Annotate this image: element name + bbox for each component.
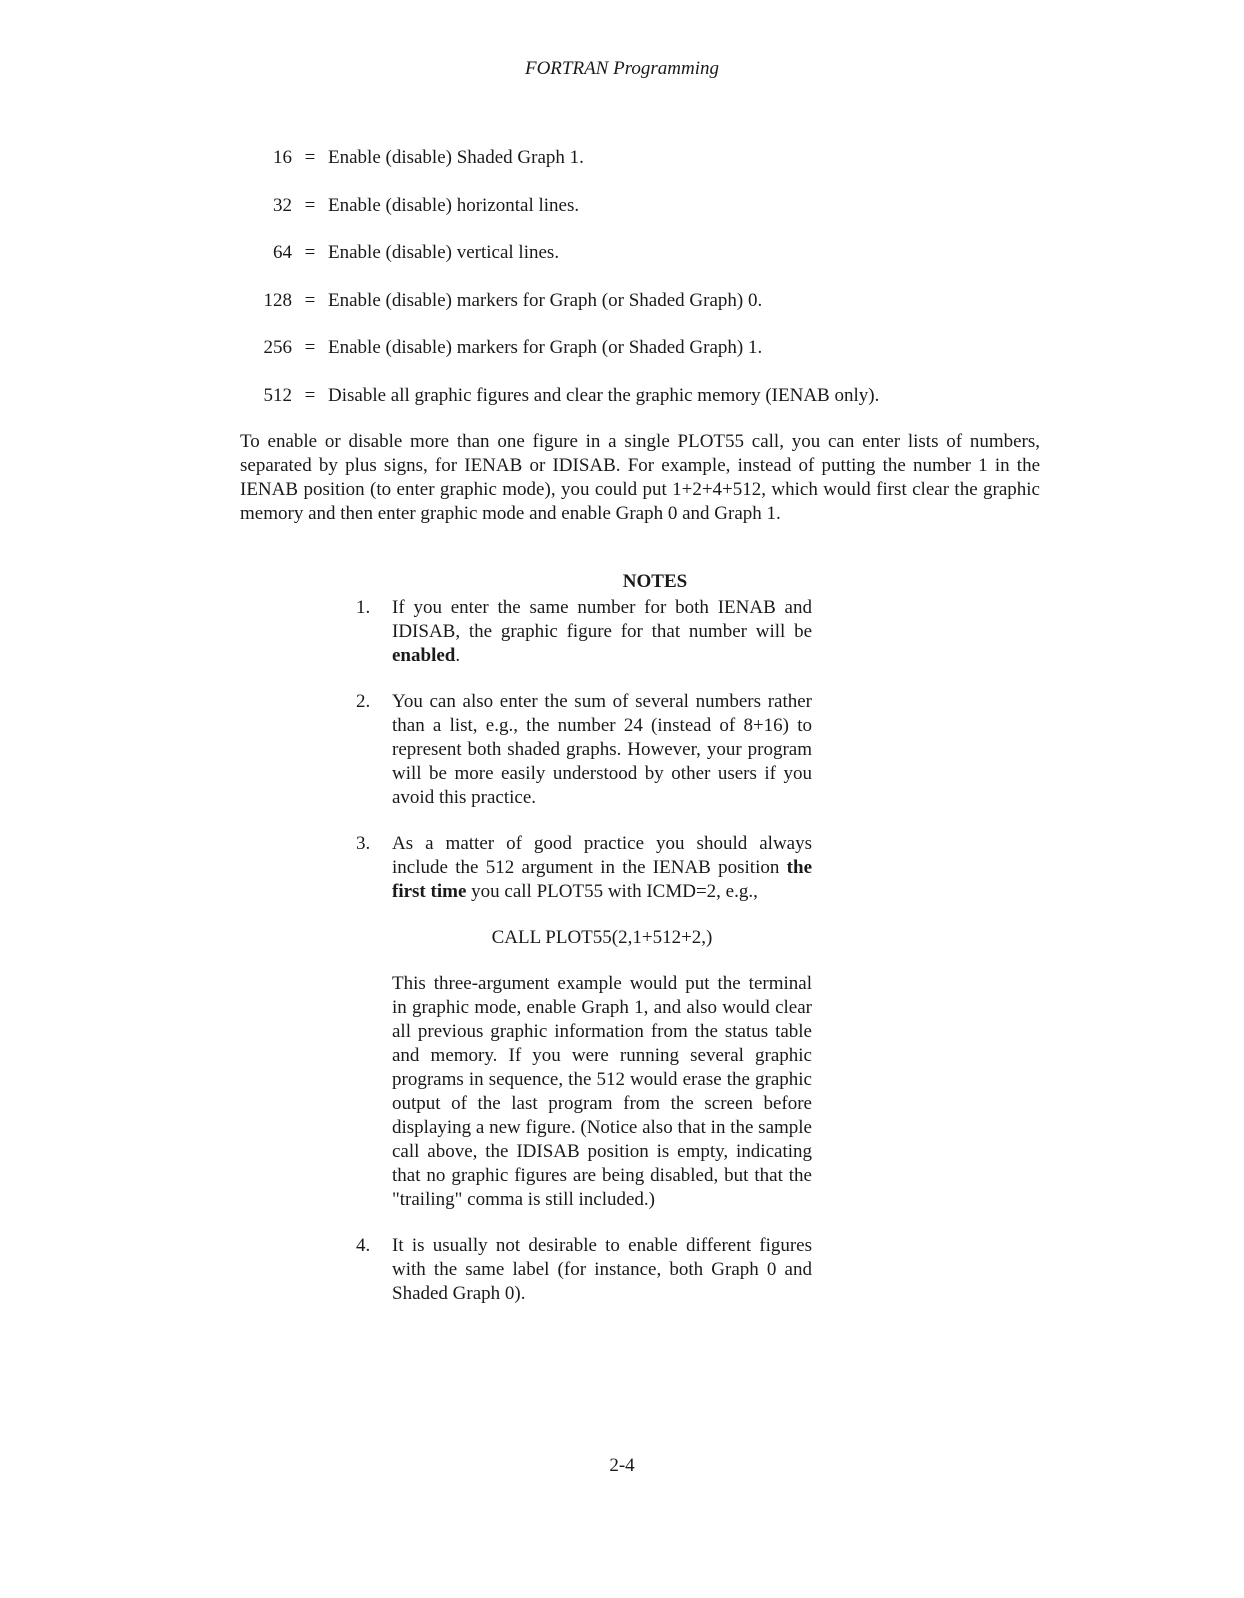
code-description: Enable (disable) vertical lines. — [328, 242, 560, 263]
note-text-part: . — [455, 645, 461, 666]
equals-sign: = — [304, 194, 316, 216]
page-number: 2-4 — [609, 1455, 635, 1476]
note-text — [392, 596, 812, 668]
note-text-part: As a matter of good practice you should always include the 512 argument in the IENAB position — [392, 833, 812, 878]
code-row-512 — [240, 384, 1040, 432]
equals-sign: = — [304, 147, 316, 168]
note-emphasis: enabled — [392, 645, 456, 666]
note-text — [392, 832, 812, 904]
code-row-32 — [240, 194, 1040, 242]
intro-paragraph: To enable or disable more than one figure in a single PLOT55 call, you can enter lists of numbers, separated by plus signs, for IENAB or IDISAB. For example, instead of putting the number 1 in the IENAB position (to enter graphic mode), you could put 1+2+4+512, which would first clear the graphic memory and then enter graphic mode and enable Graph 0 and Graph 1. — [240, 431, 1040, 524]
code-row-256 — [240, 336, 1040, 384]
notes-list — [356, 596, 812, 1328]
note-number: 3. — [356, 833, 371, 854]
note-4 — [356, 1234, 812, 1306]
code-value: 16 — [273, 147, 292, 168]
note-number: 4. — [356, 1235, 371, 1256]
code-value: 512 — [263, 384, 292, 406]
note-1 — [356, 596, 812, 668]
equals-sign: = — [304, 384, 316, 406]
page-header: FORTRAN Programming — [524, 58, 720, 79]
note-text-part: you call PLOT55 with ICMD=2, e.g., — [466, 881, 758, 902]
note-emphasis: the first time — [392, 857, 812, 902]
code-row-16 — [240, 146, 1040, 194]
code-value: 64 — [273, 242, 292, 263]
note-text: You can also enter the sum of several numbers rather than a list, e.g., the number 24 (instead of 8+16) to represent both shaded graphs. However, your program will be more easily understood by other users if you avoid this practice. — [392, 691, 812, 808]
code-row-64 — [240, 241, 1040, 289]
code-description: Enable (disable) markers for Graph (or Shaded Graph) 0. — [328, 289, 763, 311]
note-text: It is usually not desirable to enable different figures with the same label (for instance, both Graph 0 and Shaded Graph 0). — [392, 1235, 812, 1304]
code-value: 32 — [273, 194, 292, 216]
code-description: Enable (disable) Shaded Graph 1. — [328, 147, 584, 168]
notes-heading: NOTES — [622, 571, 688, 592]
code-list — [240, 146, 1040, 431]
note-number: 1. — [356, 597, 371, 618]
note-text-extra: This three-argument example would put the terminal in graphic mode, enable Graph 1, and also would clear all previous graphic information from the status table and memory. If you were running several graphic programs in sequence, the 512 would erase the graphic output of the last program from the screen before displaying a new figure. (Notice also that in the sample call above, the IDISAB position is empty, indicating that no graphic figures are being disabled, but that the "trailing" comma is still included.) — [392, 973, 812, 1210]
code-value: 128 — [263, 289, 292, 311]
code-description: Enable (disable) horizontal lines. — [328, 194, 580, 216]
code-example: CALL PLOT55(2,1+512+2,) — [491, 927, 713, 948]
code-row-128 — [240, 289, 1040, 337]
code-description: Disable all graphic figures and clear the graphic memory (IENAB only). — [328, 384, 880, 406]
equals-sign: = — [304, 289, 316, 311]
equals-sign: = — [304, 242, 316, 263]
note-3 — [356, 832, 812, 1212]
note-text-part: If you enter the same number for both IENAB and IDISAB, the graphic figure for that number will be — [392, 597, 812, 642]
note-number: 2. — [356, 691, 371, 712]
code-value: 256 — [263, 337, 292, 358]
code-description: Enable (disable) markers for Graph (or Shaded Graph) 1. — [328, 337, 763, 358]
note-2 — [356, 690, 812, 810]
equals-sign: = — [304, 337, 316, 358]
